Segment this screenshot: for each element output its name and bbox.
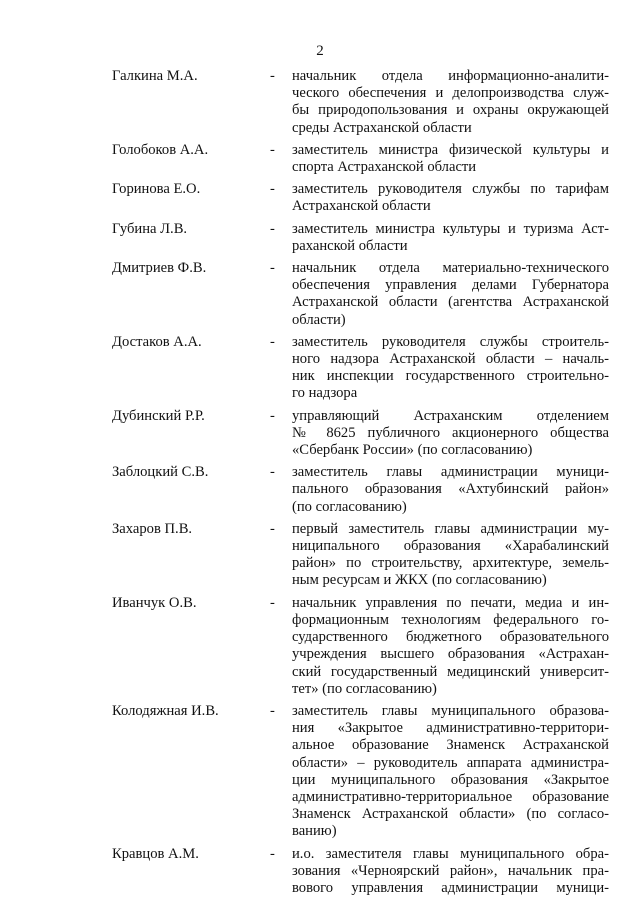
list-item — [0, 181, 640, 215]
position-line: район» по строительству, архитектуре, земель- — [292, 555, 609, 572]
page-number: 2 — [316, 43, 324, 59]
dash-separator: - — [270, 702, 275, 719]
member-position — [292, 334, 609, 403]
position-line: го надзора — [292, 385, 358, 402]
member-name: Горинова Е.О. — [112, 181, 201, 198]
dash-separator: - — [270, 181, 275, 198]
position-line: ский государственный медицинский университ- — [292, 663, 609, 680]
position-line: № 8625 публичного акционерного общества — [292, 424, 609, 441]
position-line: вового управления администрации муници- — [292, 879, 609, 896]
list-item — [0, 334, 640, 403]
position-line: административно-территориальное образование — [292, 788, 609, 805]
member-name: Кравцов А.М. — [112, 845, 199, 862]
position-line: зования «Черноярский район», начальник пра- — [292, 862, 609, 879]
position-line: заместитель министра физической культуры и — [292, 141, 609, 158]
position-line: области» – руководитель аппарата администра- — [292, 754, 609, 771]
position-line: (по согласованию) — [292, 498, 407, 515]
list-item — [0, 142, 640, 176]
position-line: спорта Астраханской области — [292, 159, 477, 176]
position-line: начальник управления по печати, медиа и ин- — [292, 594, 609, 611]
position-line: ния «Закрытое административно-территори- — [292, 720, 609, 737]
list-item — [0, 221, 640, 255]
member-position — [292, 703, 609, 841]
position-line: заместитель главы муниципального образова- — [292, 702, 609, 719]
position-line: области) — [292, 311, 346, 328]
member-position — [292, 68, 609, 137]
member-name: Голобоков А.А. — [112, 141, 209, 158]
dash-separator: - — [270, 464, 275, 481]
list-item — [0, 68, 640, 137]
position-line: заместитель министра культуры и туризма Аст- — [292, 220, 609, 237]
position-line: раханской области — [292, 237, 408, 254]
dash-separator: - — [270, 845, 275, 862]
dash-separator: - — [270, 220, 275, 237]
member-position — [292, 595, 609, 698]
position-line: Астраханской области (агентства Астраханской — [292, 294, 609, 311]
members-list — [0, 68, 640, 897]
position-line: управляющий Астраханским отделением — [292, 407, 609, 424]
position-line: ванию) — [292, 823, 337, 840]
member-position — [292, 464, 609, 516]
member-name: Захаров П.В. — [112, 520, 193, 537]
list-item — [0, 408, 640, 460]
dash-separator: - — [270, 594, 275, 611]
position-line: учреждения высшего образования «Астрахан- — [292, 646, 609, 663]
position-line: ниципального образования «Харабалинский — [292, 538, 609, 555]
position-line: сударственного бюджетного образовательного — [292, 629, 609, 646]
member-name: Достаков А.А. — [112, 333, 202, 350]
member-name: Губина Л.В. — [112, 220, 188, 237]
position-line: заместитель руководителя службы по тарифам — [292, 181, 609, 198]
position-line: ческого обеспечения и делопроизводства служ- — [292, 85, 609, 102]
member-name: Галкина М.А. — [112, 68, 198, 84]
member-name: Колодяжная И.В. — [112, 702, 219, 719]
position-line: бы природопользования и охраны окружающей — [292, 102, 609, 119]
position-line: среды Астраханской области — [292, 119, 472, 136]
list-item — [0, 521, 640, 590]
position-line: тет» (по согласованию) — [292, 680, 437, 697]
position-line: обеспечения управления делами Губернатора — [292, 277, 609, 294]
position-line: начальник отдела материально-технического — [292, 260, 609, 277]
list-item — [0, 464, 640, 516]
position-line: «Сбербанк России» (по согласованию) — [292, 442, 533, 459]
list-item — [0, 595, 640, 698]
position-line: Знаменск Астраханской области» (по согласо- — [292, 806, 609, 823]
position-line: ник инспекции государственного строительно- — [292, 368, 609, 385]
dash-separator: - — [270, 520, 275, 537]
member-position — [292, 408, 609, 460]
member-name: Заблоцкий С.В. — [112, 464, 209, 481]
list-item — [0, 260, 640, 329]
member-position — [292, 221, 609, 255]
position-line: и.о. заместителя главы муниципального обра- — [292, 845, 609, 862]
position-line: альное образование Знаменск Астраханской — [292, 737, 609, 754]
position-line: ным ресурсам и ЖКХ (по согласованию) — [292, 572, 547, 589]
dash-separator: - — [270, 141, 275, 158]
member-name: Иванчук О.В. — [112, 594, 197, 611]
member-name: Дмитриев Ф.В. — [112, 260, 207, 277]
list-item — [0, 846, 640, 898]
position-line: Астраханской области — [292, 198, 431, 215]
list-item — [0, 703, 640, 841]
position-line: пального образования «Ахтубинский район» — [292, 481, 609, 498]
member-name: Дубинский Р.Р. — [112, 407, 205, 424]
dash-separator: - — [270, 68, 275, 84]
member-position — [292, 521, 609, 590]
position-line: ного надзора Астраханской области – началь- — [292, 351, 609, 368]
position-line: заместитель руководителя службы строитель- — [292, 333, 609, 350]
member-position — [292, 142, 609, 176]
dash-separator: - — [270, 260, 275, 277]
position-line: формационным технологиям федерального го- — [292, 611, 609, 628]
position-line: заместитель главы администрации муници- — [292, 464, 609, 481]
member-position — [292, 181, 609, 215]
position-line: начальник отдела информационно-аналити- — [292, 68, 609, 84]
member-position — [292, 260, 609, 329]
position-line: первый заместитель главы администрации му- — [292, 520, 609, 537]
dash-separator: - — [270, 407, 275, 424]
member-position — [292, 846, 609, 898]
position-line: ции муниципального образования «Закрытое — [292, 771, 609, 788]
dash-separator: - — [270, 333, 275, 350]
